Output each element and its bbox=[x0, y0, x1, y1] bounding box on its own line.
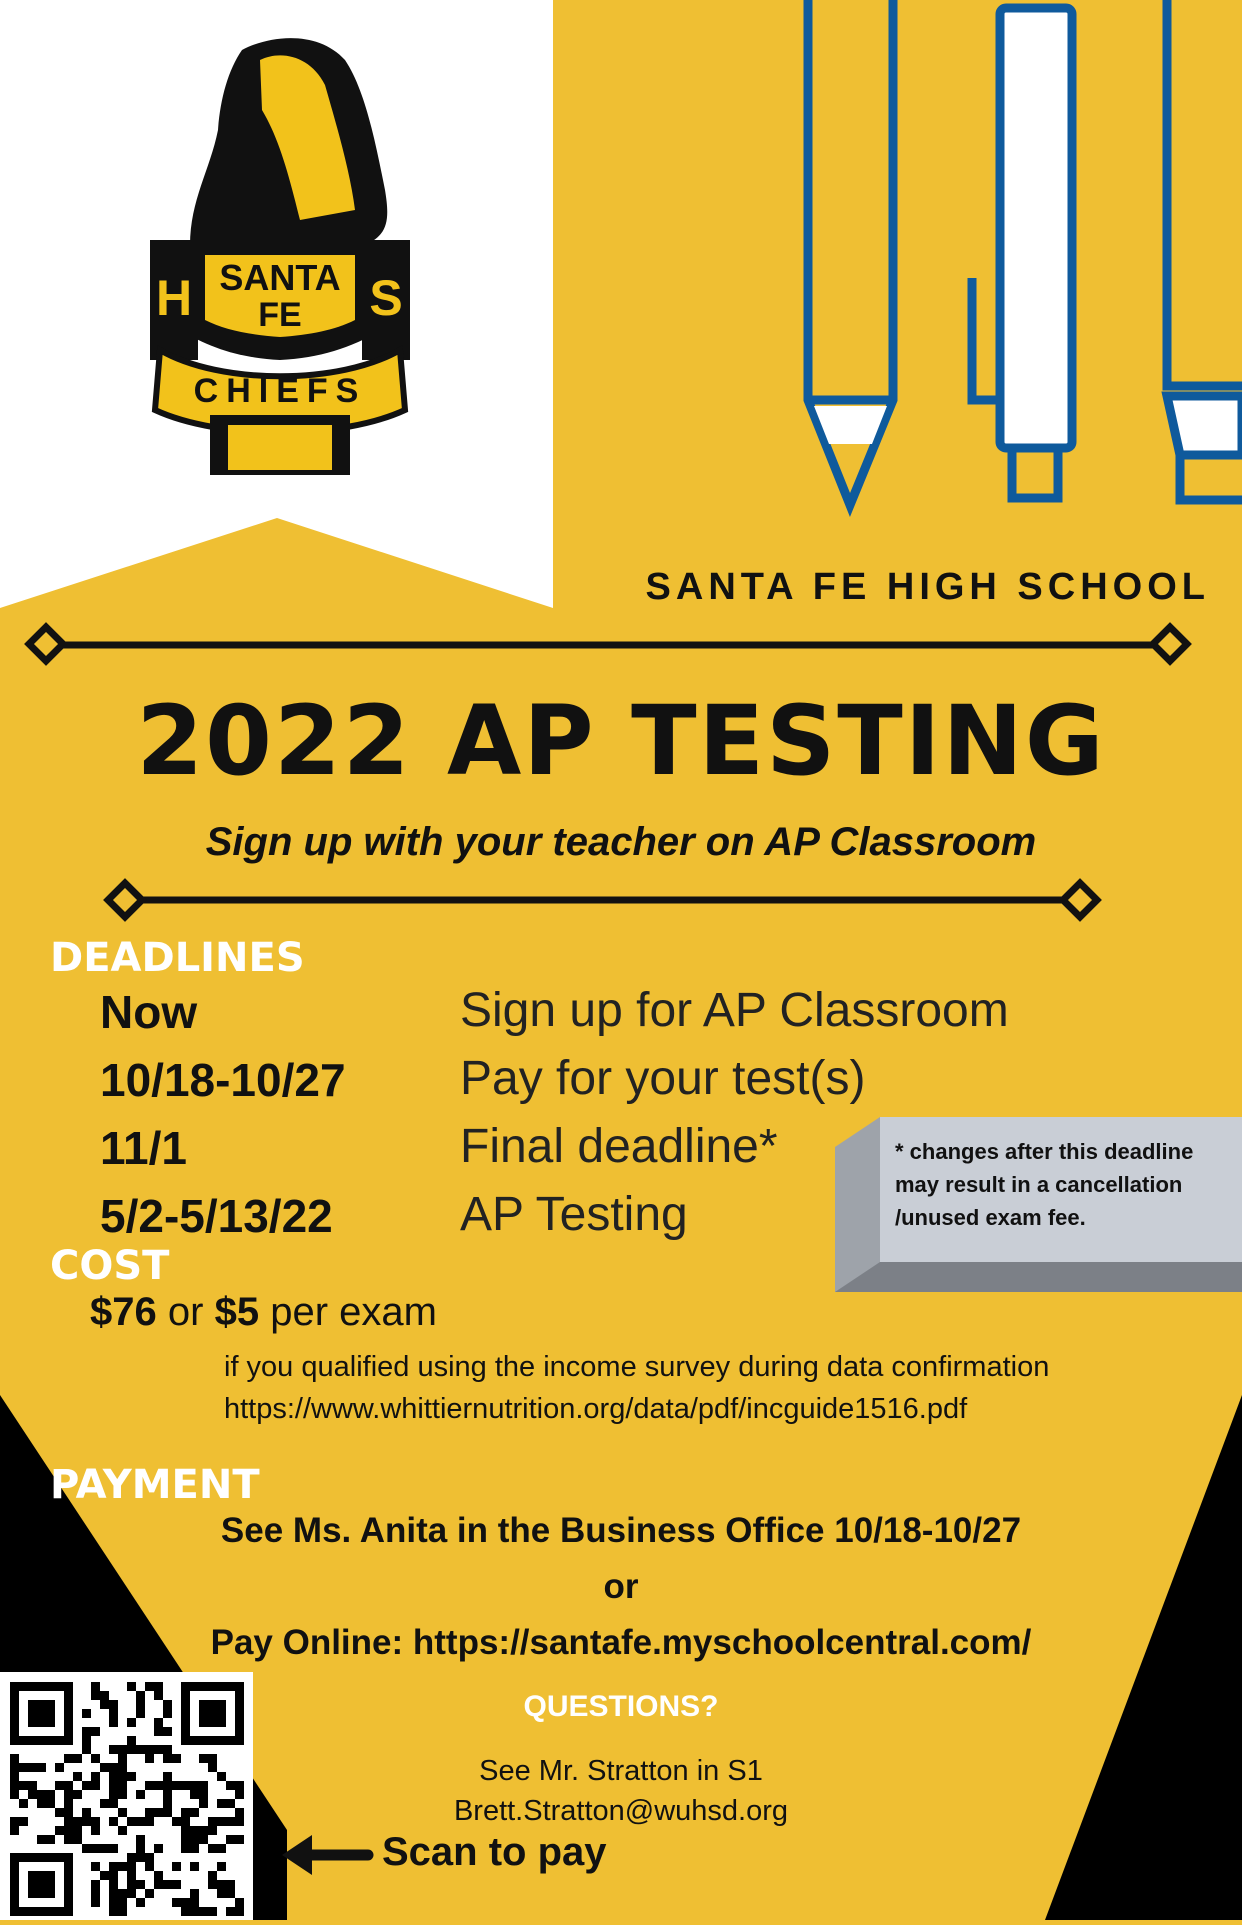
cost-line bbox=[90, 1290, 437, 1335]
deadlines-heading: DEADLINES bbox=[50, 935, 305, 981]
school-name: SANTA FE HIGH SCHOOL bbox=[645, 566, 1210, 608]
svg-text:CHIEFS: CHIEFS bbox=[193, 372, 367, 410]
marker-icon bbox=[1167, 0, 1242, 500]
cost-qualify: if you qualified using the income survey during data confirmation bbox=[224, 1351, 1050, 1383]
payment-line-2: Pay Online: https://santafe.myschoolcentral.com/ bbox=[210, 1623, 1032, 1662]
deadline-desc: AP Testing bbox=[460, 1188, 688, 1241]
page-title: 2022 AP TESTING bbox=[136, 685, 1106, 797]
deadline-date: 5/2-5/13/22 bbox=[100, 1190, 333, 1242]
payment-heading: PAYMENT bbox=[50, 1462, 260, 1508]
qr-code-image bbox=[0, 1672, 253, 1920]
payment-line-1: See Ms. Anita in the Business Office 10/18-10/27 bbox=[220, 1511, 1022, 1550]
contact-email: Brett.Stratton@wuhsd.org bbox=[453, 1795, 789, 1827]
svg-text:S: S bbox=[369, 270, 403, 326]
deadline-date: 11/1 bbox=[100, 1122, 187, 1174]
deadline-desc: Final deadline* bbox=[460, 1120, 778, 1173]
svg-text:FE: FE bbox=[258, 296, 302, 334]
cost-heading: COST bbox=[50, 1243, 170, 1289]
contact-line-1: See Mr. Stratton in S1 bbox=[479, 1755, 763, 1787]
payment-or: or bbox=[603, 1567, 639, 1606]
deadline-date: Now bbox=[100, 986, 198, 1038]
scan-to-pay-label: Scan to pay bbox=[382, 1830, 607, 1874]
questions-heading: QUESTIONS? bbox=[523, 1690, 719, 1723]
cost-or: or bbox=[167, 1290, 204, 1334]
deadline-desc: Pay for your test(s) bbox=[460, 1052, 866, 1105]
subtitle: Sign up with your teacher on AP Classroom bbox=[205, 820, 1037, 864]
svg-text:H: H bbox=[155, 270, 193, 326]
cost-price: $76 bbox=[90, 1290, 157, 1334]
deadline-note: * changes after this deadline may result in a cancellation /unused exam fee. bbox=[895, 1139, 1194, 1230]
cost-per: per exam bbox=[270, 1290, 437, 1334]
cost-reduced: $5 bbox=[214, 1290, 260, 1334]
pen-icon bbox=[972, 8, 1072, 498]
deadline-desc: Sign up for AP Classroom bbox=[460, 984, 1009, 1037]
svg-text:SANTA: SANTA bbox=[219, 257, 341, 298]
santa-fe-chiefs-logo bbox=[150, 30, 410, 480]
qr-code[interactable] bbox=[0, 1672, 253, 1920]
deadline-date: 10/18-10/27 bbox=[100, 1054, 346, 1106]
cost-url: https://www.whittiernutrition.org/data/pdf/incguide1516.pdf bbox=[224, 1393, 968, 1425]
arrow-left-icon bbox=[282, 1835, 368, 1875]
